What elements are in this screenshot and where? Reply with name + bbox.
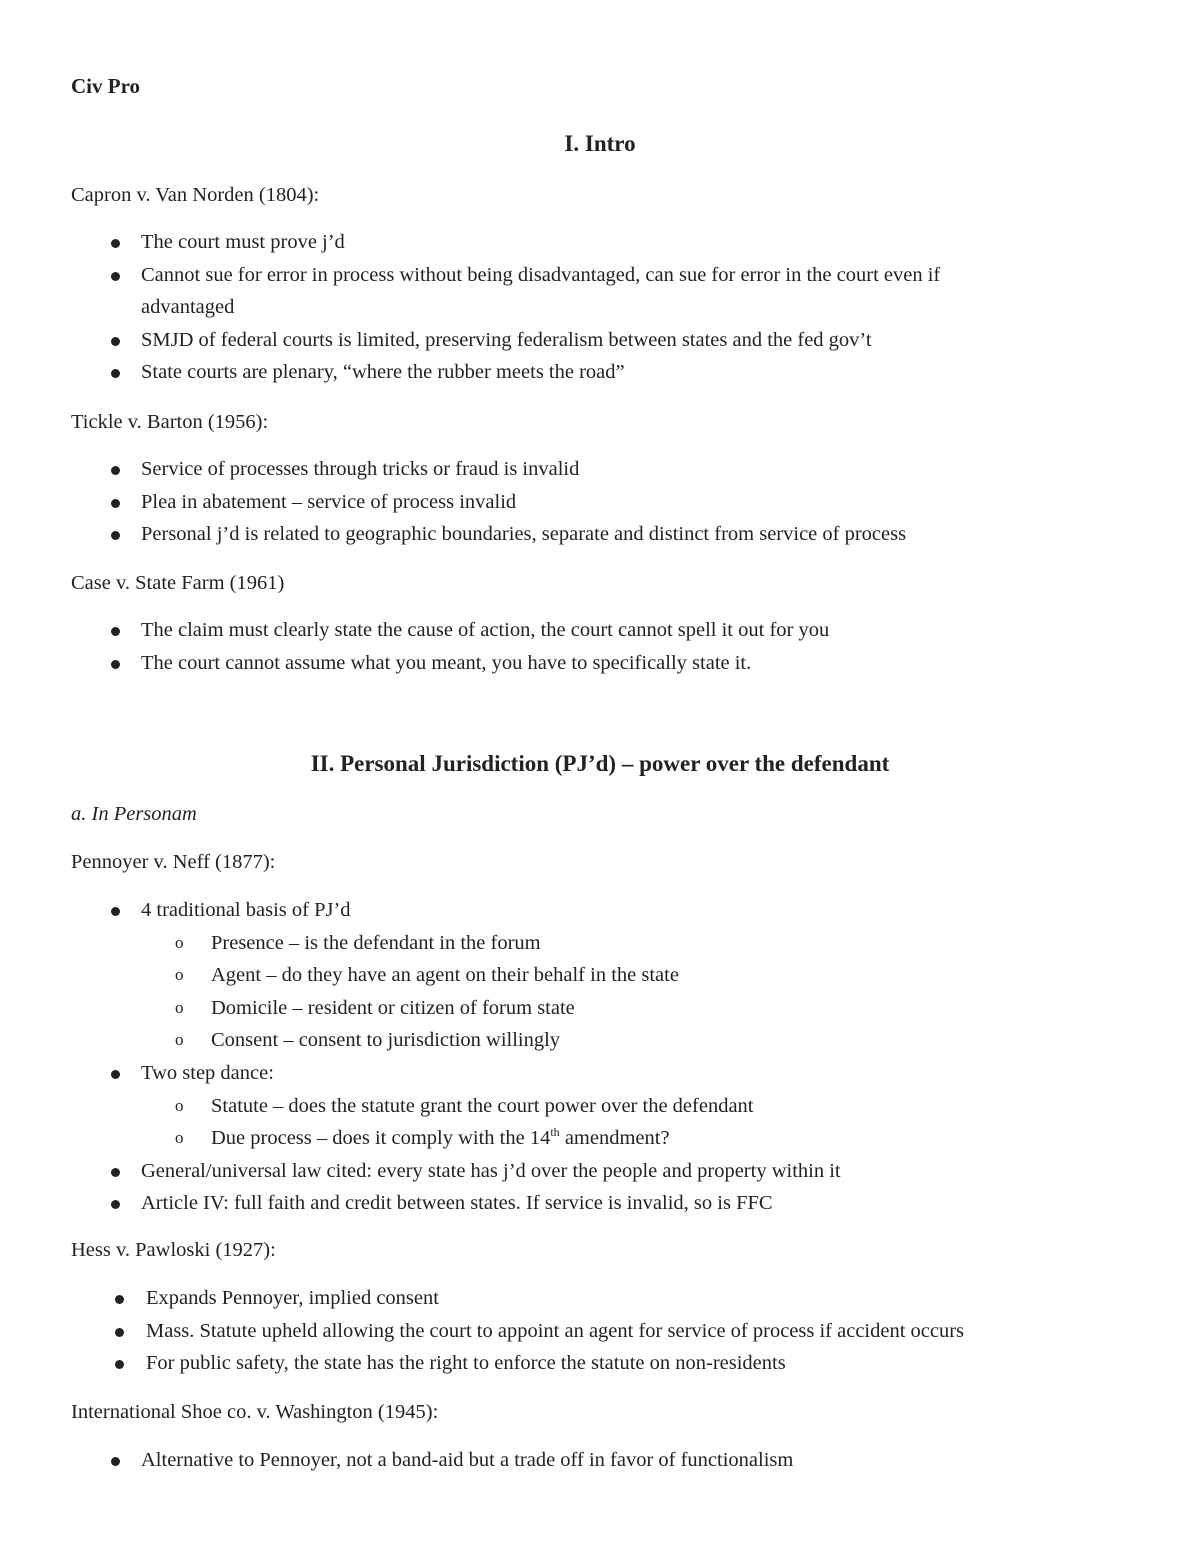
bullet-icon <box>111 1168 120 1177</box>
sub-list <box>141 927 1101 1057</box>
ring-bullet-icon: o <box>175 932 184 952</box>
list-item <box>0 1155 1101 1188</box>
sub-list-item-text: Agent – do they have an agent on their behalf in the state <box>211 964 679 987</box>
bullet-list <box>0 614 1101 679</box>
bullet-icon <box>115 1295 124 1304</box>
case-title: Case v. State Farm (1961) <box>71 572 285 594</box>
bullet-icon <box>111 1070 120 1079</box>
case-title: Hess v. Pawloski (1927): <box>71 1239 276 1261</box>
bullet-icon <box>111 531 120 540</box>
list-item <box>0 1057 1101 1155</box>
list-item <box>0 1187 1101 1220</box>
bullet-icon <box>115 1328 124 1337</box>
bullet-icon <box>111 239 120 248</box>
sub-list <box>141 1090 1101 1155</box>
list-item-text: For public safety, the state has the right to enforce the statute on non-residents <box>146 1352 786 1375</box>
bullet-icon <box>111 369 120 378</box>
list-item <box>0 518 1101 551</box>
list-item <box>0 1347 1106 1380</box>
case-title: International Shoe co. v. Washington (1945): <box>71 1401 439 1423</box>
bullet-icon <box>111 627 120 636</box>
bullet-list <box>0 1282 1106 1380</box>
list-item <box>0 324 1101 357</box>
ring-bullet-icon: o <box>175 1128 184 1148</box>
sub-list-item <box>141 1090 1101 1123</box>
list-item-text: Alternative to Pennoyer, not a band-aid but a trade off in favor of functionalism <box>141 1449 794 1471</box>
ring-bullet-icon: o <box>175 965 184 985</box>
superscript: th <box>550 1125 560 1140</box>
list-item-text: advantaged <box>141 296 235 319</box>
case-title: Capron v. Van Norden (1804): <box>71 184 320 206</box>
list-item-text: Mass. Statute upheld allowing the court to appoint an agent for service of process if accident occurs <box>146 1319 965 1342</box>
list-item <box>0 259 1101 324</box>
bullet-list <box>0 1444 1101 1477</box>
sub-list-item-text: Presence – is the defendant in the forum <box>211 931 541 954</box>
bullet-icon <box>111 1200 120 1209</box>
sub-list-item <box>141 1024 1101 1057</box>
sub-list-item <box>141 1122 1101 1155</box>
sub-list-item-text: amendment? <box>559 1127 670 1150</box>
list-item-text: General/universal law cited: every state has j’d over the people and property within it <box>141 1159 841 1182</box>
sub-list-item <box>141 992 1101 1025</box>
list-item-text: Service of processes through tricks or fraud is invalid <box>141 458 580 480</box>
bullet-icon <box>111 660 120 669</box>
list-item-text: State courts are plenary, “where the rubber meets the road” <box>141 361 625 384</box>
sub-list-item <box>141 959 1101 992</box>
list-item-text: The claim must clearly state the cause of action, the court cannot spell it out for you <box>141 619 830 641</box>
list-item-text: Cannot sue for error in process without being disadvantaged, can sue for error in the court even if <box>141 263 941 286</box>
list-item <box>0 486 1101 519</box>
bullet-icon <box>111 1457 120 1466</box>
section-heading-intro: I. Intro <box>564 131 636 156</box>
bullet-list <box>0 894 1101 1220</box>
case-title: Pennoyer v. Neff (1877): <box>71 851 276 873</box>
section-heading-personal-jurisdiction: II. Personal Jurisdiction (PJ’d) – power over the defendant <box>310 751 890 776</box>
list-item-text: Personal j’d is related to geographic boundaries, separate and distinct from service of process <box>141 523 907 546</box>
list-item <box>0 356 1101 389</box>
case-title: Tickle v. Barton (1956): <box>71 411 269 433</box>
list-item-text: Two step dance: <box>141 1061 274 1084</box>
list-item-text: The court must prove j’d <box>141 231 345 253</box>
list-item-text: The court cannot assume what you meant, you have to specifically state it. <box>141 651 752 674</box>
list-item-text: SMJD of federal courts is limited, preserving federalism between states and the fed gov’t <box>141 328 872 351</box>
document-title: Civ Pro <box>71 74 141 98</box>
sub-heading: a. In Personam <box>71 803 197 825</box>
list-item <box>0 647 1101 680</box>
list-item <box>0 1444 1101 1477</box>
list-item <box>0 1315 1106 1348</box>
ring-bullet-icon: o <box>175 997 184 1017</box>
list-item-text: Article IV: full faith and credit between states. If service is invalid, so is FFC <box>141 1192 773 1215</box>
bullet-icon <box>111 907 120 916</box>
list-item-text: 4 traditional basis of PJ’d <box>141 899 351 921</box>
sub-list-item-text: Due process – does it comply with the 14 <box>211 1127 551 1150</box>
bullet-list <box>0 226 1101 389</box>
sub-list-item <box>141 927 1101 960</box>
bullet-icon <box>111 466 120 475</box>
list-item <box>0 1282 1106 1315</box>
list-item <box>0 894 1101 1057</box>
bullet-icon <box>111 337 120 346</box>
bullet-icon <box>115 1360 124 1369</box>
sub-list-item-text: Consent – consent to jurisdiction willingly <box>211 1029 561 1052</box>
list-item <box>0 226 1101 259</box>
bullet-icon <box>111 272 120 281</box>
list-item <box>0 614 1101 647</box>
sub-list-item-text: Domicile – resident or citizen of forum state <box>211 996 575 1019</box>
ring-bullet-icon: o <box>175 1095 184 1115</box>
ring-bullet-icon: o <box>175 1030 184 1050</box>
list-item <box>0 453 1101 486</box>
sub-list-item-text: Statute – does the statute grant the court power over the defendant <box>211 1094 754 1117</box>
bullet-icon <box>111 499 120 508</box>
list-item-text: Expands Pennoyer, implied consent <box>146 1287 439 1309</box>
list-item-text: Plea in abatement – service of process invalid <box>141 490 517 513</box>
bullet-list <box>0 453 1101 551</box>
